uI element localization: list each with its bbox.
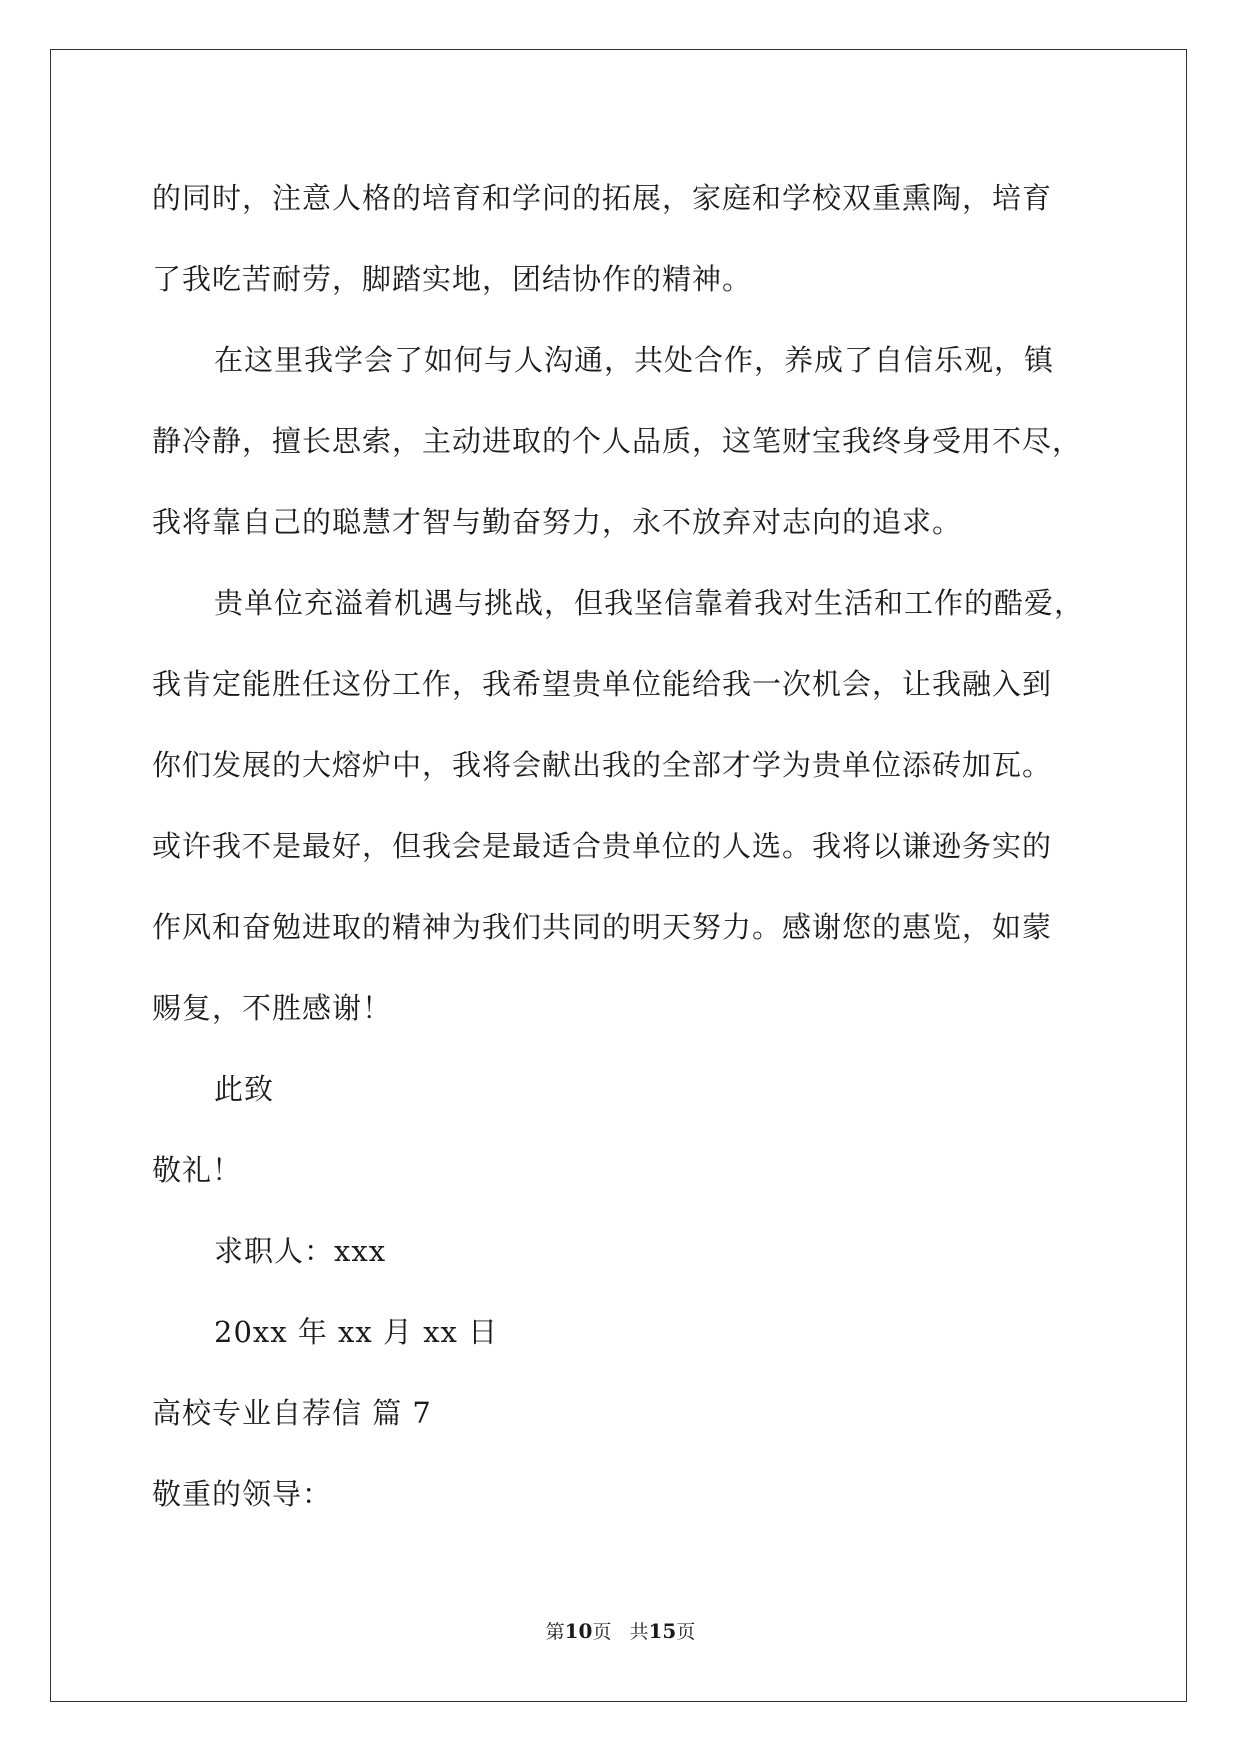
section-heading: 高校专业自荐信 篇 7: [152, 1396, 432, 1430]
paragraph-line: 或许我不是最好，但我会是最适合贵单位的人选。我将以谦逊务实的: [152, 829, 1053, 863]
footer-page-suffix: 页: [592, 1621, 612, 1643]
paragraph-line: 贵单位充溢着机遇与挑战，但我坚信靠着我对生活和工作的酷爱，: [214, 586, 1085, 620]
document-body: [152, 158, 1087, 1535]
footer-total-prefix: 共: [629, 1621, 649, 1643]
closing-regards: 敬礼！: [152, 1153, 243, 1187]
paragraph-line: 你们发展的大熔炉中，我将会献出我的全部才学为贵单位添砖加瓦。: [152, 748, 1053, 782]
current-page-number: 10: [564, 1619, 593, 1643]
applicant-signature: 求职人：xxx: [214, 1234, 387, 1268]
paragraph-line: 在这里我学会了如何与人沟通，共处合作，养成了自信乐观，镇: [214, 343, 1055, 377]
footer-total-suffix: 页: [676, 1621, 696, 1643]
paragraph-line: 作风和奋勉进取的精神为我们共同的明天努力。感谢您的惠览，如蒙: [152, 910, 1053, 944]
letter-date: 20xx 年 xx 月 xx 日: [214, 1315, 499, 1349]
paragraph-line: 的同时，注意人格的培育和学问的拓展，家庭和学校双重熏陶，培育: [152, 181, 1053, 215]
paragraph-line: 赐复，不胜感谢！: [152, 991, 393, 1025]
paragraph-line: 静冷静，擅长思索，主动进取的个人品质，这笔财宝我终身受用不尽，: [152, 424, 1083, 458]
closing-salutation: 此致: [214, 1072, 275, 1106]
greeting: 敬重的领导：: [152, 1477, 333, 1511]
paragraph-line: 了我吃苦耐劳，脚踏实地，团结协作的精神。: [152, 262, 753, 296]
page-footer: [0, 1618, 1241, 1645]
paragraph-line: 我将靠自己的聪慧才智与勤奋努力，永不放弃对志向的追求。: [152, 505, 963, 539]
total-page-count: 15: [648, 1619, 677, 1643]
paragraph-line: 我肯定能胜任这份工作，我希望贵单位能给我一次机会，让我融入到: [152, 667, 1053, 701]
footer-prefix: 第: [545, 1621, 565, 1643]
